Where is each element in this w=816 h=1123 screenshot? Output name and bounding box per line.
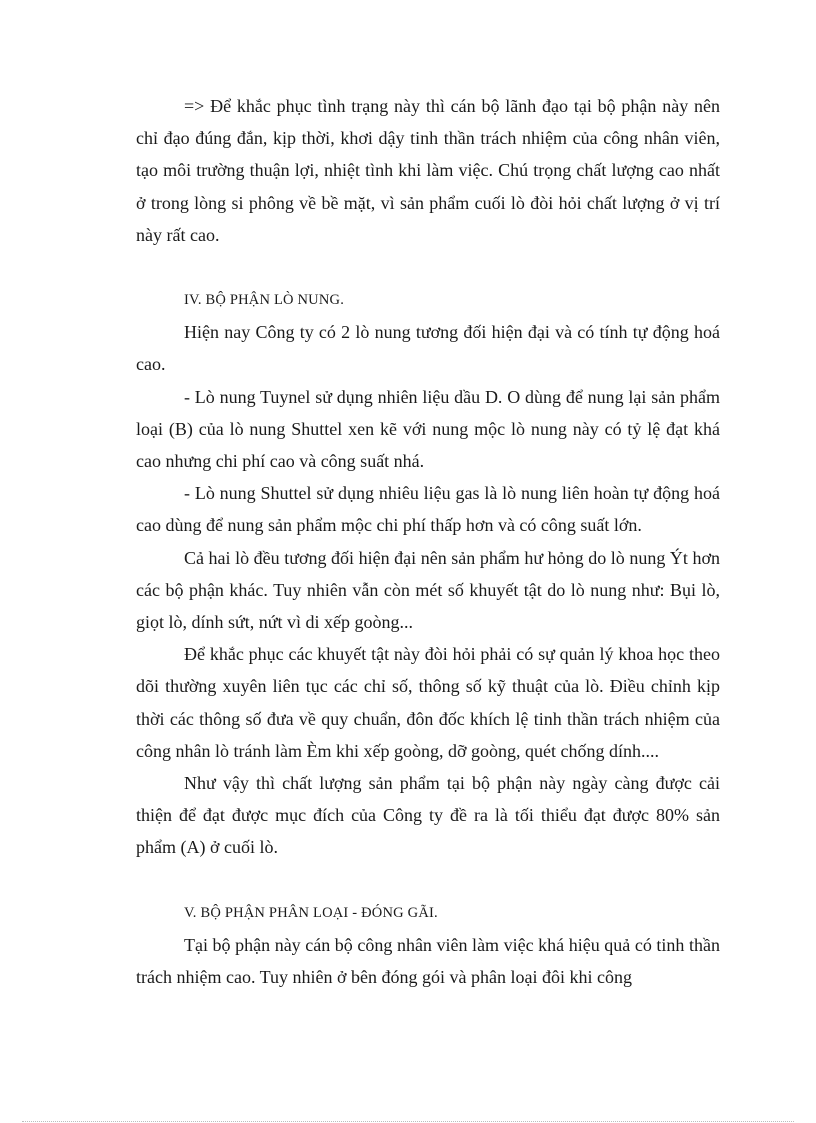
section-heading-kiln: IV. BỘ PHẬN LÒ NUNG.	[184, 292, 345, 309]
page-bottom-rule	[22, 1121, 794, 1122]
paragraph-kiln-defects: Cả hai lò đều tương đối hiện đại nên sản phẩm hư hỏng do lò nung Ýt hơn các bộ phận khác. Tuy nhiên vẫn còn mét số khuyết tật do lò nung như: Bụi lò, giọt lò, dính sứt, nứt vì di xếp goòng...	[136, 547, 720, 633]
section-gap	[136, 864, 720, 897]
paragraph-tuynel-kiln: - Lò nung Tuynel sử dụng nhiên liệu dầu D. O dùng để nung lại sản phẩm loại (B) của lò nung Shuttel xen kẽ với nung mộc lò nung này có tỷ lệ đạt khá cao nhưng chi phí cao và công suất nhá.	[136, 386, 720, 472]
page-content	[136, 90, 720, 993]
section-heading-sorting-packing: V. BỘ PHẬN PHÂN LOẠI - ĐÓNG GÃI.	[184, 904, 438, 921]
paragraph-sorting-packing: Tại bộ phận này cán bộ công nhân viên làm việc khá hiệu quả có tinh thần trách nhiệm cao. Tuy nhiên ở bên đóng gói và phân loại đôi khi công	[136, 934, 720, 988]
paragraph-kiln-goal: Như vậy thì chất lượng sản phẩm tại bộ phận này ngày càng được cải thiện để đạt được mục đích của Công ty đề ra là tối thiểu đạt được 80% sản phẩm (A) ở cuối lò.	[136, 773, 720, 858]
section-gap	[136, 251, 720, 284]
paragraph-kiln-remedy: Để khắc phục các khuyết tật này đòi hỏi phải có sự quản lý khoa học theo dõi thường xuyên liên tục các chỉ số, thông số kỹ thuật của lò. Điều chỉnh kịp thời các thông số đưa về quy chuẩn, đôn đốc khích lệ tinh thần trách nhiệm của công nhân lò tránh làm Èm khi xếp goòng, dỡ goòng, quét chống dính....	[136, 644, 720, 761]
paragraph-shuttel-kiln: - Lò nung Shuttel sử dụng nhiêu liệu gas là lò nung liên hoàn tự động hoá cao dùng để nung sản phẩm mộc chi phí thấp hơn và có công suất lớn.	[136, 483, 720, 536]
paragraph-kiln-overview: Hiện nay Công ty có 2 lò nung tương đối hiện đại và có tính tự động hoá cao.	[136, 322, 720, 375]
paragraph-remedy-glaze: => Để khắc phục tình trạng này thì cán bộ lãnh đạo tại bộ phận này nên chỉ đạo đúng đắn, kịp thời, khơi dậy tinh thần trách nhiệm của công nhân viên, tạo môi trường thuận lợi, nhiệt tình khi làm việc. Chú trọng chất lượng cao nhất ở trong lòng si phông về bề mặt, vì sản phẩm cuối lò đòi hỏi chất lượng ở vị trí này rất cao.	[136, 96, 720, 245]
